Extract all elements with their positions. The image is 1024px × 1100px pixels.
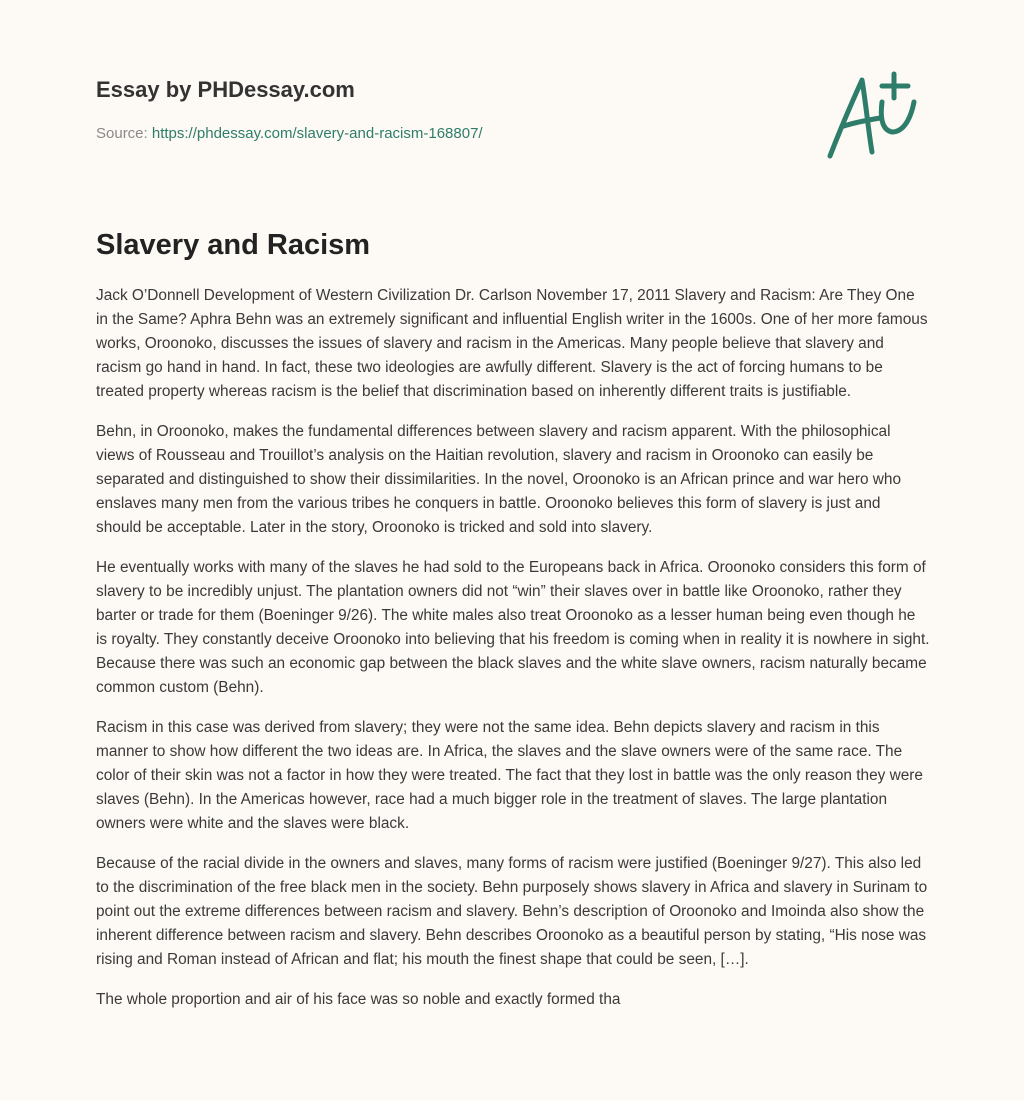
source-link[interactable]: https://phdessay.com/slavery-and-racism-168807/ (151, 125, 483, 142)
essay-paragraph: The whole proportion and air of his face was so noble and exactly formed tha (96, 991, 621, 1008)
essay-title: Slavery and Racism (96, 229, 371, 261)
essay-body (96, 284, 930, 1028)
essay-header (96, 72, 928, 144)
a-plus-grade-icon (822, 68, 928, 164)
essay-paragraph: Because of the racial divide in the owners and slaves, many forms of racism were justified (Boeninger 9/27). This also led to the discrimination of the free black men in the society. Behn purposely shows slavery in Africa and slavery in Surinam to point out the extreme differences between racism and slavery. Behn’s description of Oroonoko and Imoinda also show the inherent difference between racism and slavery. Behn describes Oroonoko as a beautiful person by stating, “His nose was rising and Roman instead of African and flat; his mouth the finest shape that could be seen, […]. (96, 855, 928, 968)
essay-paragraph: Behn, in Oroonoko, makes the fundamental differences between slavery and racism apparent. With the philosophical views of Rousseau and Trouillot’s analysis on the Haitian revolution, slavery and racism in Oroonoko can easily be separated and distinguished to show their dissimilarities. In the novel, Oroonoko is an African prince and war hero who enslaves many men from the various tribes he conquers in battle. Oroonoko believes this form of slavery is just and should be acceptable. Later in the story, Oroonoko is tricked and sold into slavery. (96, 423, 902, 536)
essay-paragraph: Jack O’Donnell Development of Western Civilization Dr. Carlson November 17, 2011 Slavery and Racism: Are They One in the Same? Aphra Behn was an extremely significant and influential English writer in the 1600s. One of her more famous works, Oroonoko, discusses the issues of slavery and racism in the Americas. Many people believe that slavery and racism go hand in hand. In fact, these two ideologies are awfully different. Slavery is the act of forcing humans to be treated property whereas racism is the belief that discrimination based on inherently different traits is justifiable. (96, 287, 928, 400)
source-line (96, 124, 928, 144)
source-label: Source: (96, 125, 148, 142)
essay-paragraph: He eventually works with many of the slaves he had sold to the Europeans back in Africa. Oroonoko considers this form of slavery to be incredibly unjust. The plantation owners did not “win” their slaves over in battle like Oroonoko, rather they barter or trade for them (Boeninger 9/26). The white males also treat Oroonoko as a lesser human being even though he is royalty. They constantly deceive Oroonoko into believing that his freedom is coming when in reality it is nowhere in sight. Because there was such an economic gap between the black slaves and the white slave owners, racism naturally became common custom (Behn). (96, 559, 930, 696)
site-brand: Essay by PHDessay.com (96, 77, 355, 102)
essay-paragraph: Racism in this case was derived from slavery; they were not the same idea. Behn depicts slavery and racism in this manner to show how different the two ideas are. In Africa, the slaves and the slave owners were of the same race. The color of their skin was not a factor in how they were treated. The fact that they lost in battle was the only reason they were slaves (Behn). In the Americas however, race had a much bigger role in the treatment of slaves. The large plantation owners were white and the slaves were black. (96, 719, 923, 832)
